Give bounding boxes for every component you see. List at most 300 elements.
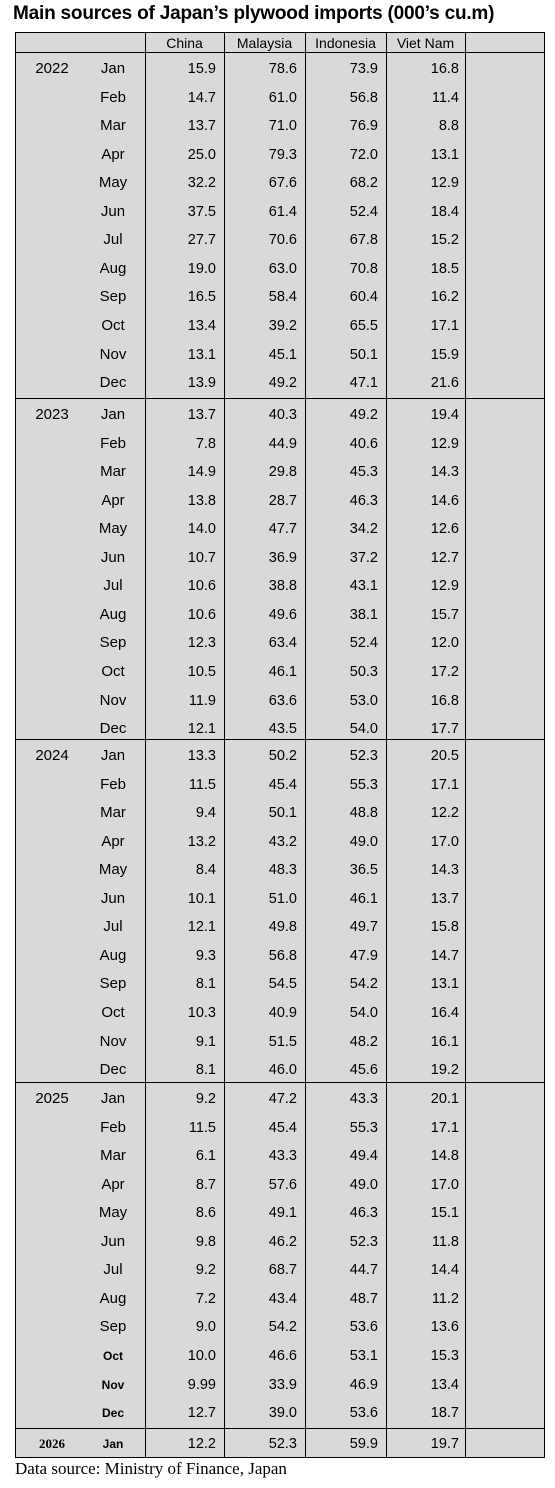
year-cell: [22, 970, 82, 998]
viet-nam-value: 17.1: [430, 776, 459, 793]
china-value: 12.1: [187, 721, 216, 738]
table-row: [16, 715, 544, 743]
month-cell: Nov: [99, 1032, 127, 1050]
viet-nam-value: 8.8: [438, 118, 459, 135]
year-cell: [22, 458, 82, 486]
china-value: 8.4: [195, 862, 216, 879]
year-cell: 2025: [35, 1090, 69, 1107]
indonesia-value: 43.1: [349, 578, 378, 595]
table-row: [16, 141, 544, 169]
viet-nam-value: 15.7: [430, 606, 459, 623]
table-row: [16, 1199, 544, 1227]
year-cell: [22, 112, 82, 140]
indonesia-value: 46.1: [349, 890, 378, 907]
table-row: [16, 255, 544, 283]
china-value: 13.9: [187, 375, 216, 392]
viet-nam-value: 17.1: [430, 317, 459, 334]
indonesia-value: 72.0: [349, 146, 378, 163]
viet-nam-value: 15.9: [430, 346, 459, 363]
viet-nam-value: 12.6: [430, 521, 459, 538]
year-cell: 2024: [35, 747, 69, 764]
malaysia-value: 29.8: [268, 464, 297, 481]
indonesia-value: 49.7: [349, 919, 378, 936]
malaysia-value: 56.8: [268, 947, 297, 964]
china-value: 10.6: [187, 578, 216, 595]
year-cell: [22, 226, 82, 254]
china-value: 12.7: [187, 1405, 216, 1422]
malaysia-value: 36.9: [268, 549, 297, 566]
month-cell: Apr: [101, 491, 125, 509]
viet-nam-value: 12.9: [430, 435, 459, 452]
china-value: 8.1: [195, 1062, 216, 1079]
table-row: [16, 629, 544, 657]
year-cell: [22, 312, 82, 340]
month-cell: May: [98, 1204, 128, 1222]
indonesia-value: 49.0: [349, 1176, 378, 1193]
indonesia-value: 54.0: [349, 1004, 378, 1021]
malaysia-value: 71.0: [268, 118, 297, 135]
china-value: 16.5: [187, 289, 216, 306]
month-cell: Nov: [101, 1377, 125, 1392]
indonesia-value: 55.3: [349, 776, 378, 793]
year-cell: [22, 658, 82, 686]
month-cell: Oct: [101, 1003, 125, 1021]
table-row: [16, 771, 544, 799]
indonesia-value: 50.1: [349, 346, 378, 363]
indonesia-value: 60.4: [349, 289, 378, 306]
viet-nam-value: 18.5: [430, 260, 459, 277]
china-value: 15.9: [187, 61, 216, 77]
month-cell: Dec: [101, 1406, 124, 1421]
year-cell: [22, 169, 82, 197]
viet-nam-value: 12.9: [430, 175, 459, 192]
malaysia-value: 61.4: [268, 203, 297, 220]
viet-nam-value: 15.2: [430, 232, 459, 249]
indonesia-value: 34.2: [349, 521, 378, 538]
year-cell: [22, 715, 82, 743]
table-row: [16, 84, 544, 112]
month-cell: Feb: [100, 434, 126, 452]
viet-nam-value: 18.7: [430, 1405, 459, 1422]
table-row: [16, 401, 544, 429]
china-value: 14.9: [187, 464, 216, 481]
table-row: [16, 1313, 544, 1341]
indonesia-value: 36.5: [349, 862, 378, 879]
month-cell: Apr: [101, 832, 125, 850]
table-row: [16, 458, 544, 486]
month-cell: Mar: [100, 117, 126, 135]
viet-nam-value: 16.1: [430, 1033, 459, 1050]
malaysia-value: 49.8: [268, 919, 297, 936]
month-cell: Jan: [100, 406, 126, 423]
month-cell: Dec: [99, 1061, 127, 1079]
viet-nam-value: 17.2: [430, 663, 459, 680]
malaysia-value: 45.4: [268, 1119, 297, 1136]
month-cell: Mar: [100, 463, 126, 481]
year-cell: [22, 1399, 82, 1427]
table-row: [16, 687, 544, 715]
viet-nam-value: 13.7: [430, 890, 459, 907]
viet-nam-value: 14.6: [430, 492, 459, 509]
china-value: 9.3: [195, 947, 216, 964]
china-value: 13.1: [187, 346, 216, 363]
indonesia-value: 46.9: [349, 1376, 378, 1393]
month-cell: Jan: [100, 1090, 126, 1107]
malaysia-value: 43.4: [268, 1290, 297, 1307]
month-cell: Sep: [99, 634, 127, 652]
china-value: 11.9: [188, 692, 216, 709]
china-value: 13.3: [187, 748, 216, 764]
indonesia-value: 65.5: [349, 317, 378, 334]
month-cell: Jun: [100, 1232, 126, 1250]
indonesia-value: 45.6: [349, 1062, 378, 1079]
malaysia-value: 67.6: [268, 175, 297, 192]
month-cell: May: [98, 174, 128, 192]
malaysia-value: 43.5: [268, 721, 297, 738]
china-value: 12.1: [187, 919, 216, 936]
year-cell: [22, 515, 82, 543]
indonesia-value: 49.0: [349, 833, 378, 850]
month-cell: Aug: [99, 259, 127, 277]
malaysia-value: 45.4: [268, 776, 297, 793]
malaysia-value: 28.7: [268, 492, 297, 509]
indonesia-value: 53.0: [349, 692, 378, 709]
malaysia-value: 50.2: [268, 748, 297, 764]
month-cell: Oct: [101, 316, 125, 334]
malaysia-value: 63.0: [268, 260, 297, 277]
year-cell: [22, 341, 82, 369]
year-cell: [22, 913, 82, 941]
china-value: 10.0: [187, 1347, 216, 1364]
china-value: 12.3: [187, 635, 216, 652]
malaysia-value: 51.5: [268, 1033, 297, 1050]
malaysia-value: 51.0: [268, 890, 297, 907]
month-cell: Dec: [99, 374, 127, 392]
indonesia-value: 53.6: [349, 1319, 378, 1336]
table-row: [16, 1399, 544, 1427]
indonesia-value: 37.2: [349, 549, 378, 566]
year-cell: [22, 84, 82, 112]
malaysia-value: 79.3: [268, 146, 297, 163]
indonesia-value: 49.2: [349, 407, 378, 423]
china-value: 10.3: [187, 1004, 216, 1021]
month-cell: Jan: [102, 1437, 124, 1451]
year-cell: [22, 1285, 82, 1313]
year-cell: [22, 856, 82, 884]
viet-nam-value: 15.3: [430, 1347, 459, 1364]
viet-nam-value: 17.0: [430, 833, 459, 850]
viet-nam-value: 11.4: [431, 89, 459, 106]
viet-nam-value: 14.3: [430, 464, 459, 481]
year-cell: [22, 771, 82, 799]
year-cell: [22, 1256, 82, 1284]
column-header-indonesia: Indonesia: [315, 35, 376, 51]
table-row: [16, 1085, 544, 1113]
table-row: [16, 515, 544, 543]
page-title: Main sources of Japan’s plywood imports (000’s cu.m): [13, 3, 495, 24]
table-row: [16, 1256, 544, 1284]
viet-nam-value: 16.2: [430, 289, 459, 306]
month-cell: Feb: [100, 775, 126, 793]
malaysia-value: 70.6: [268, 232, 297, 249]
table-row: [16, 369, 544, 397]
viet-nam-value: 20.1: [430, 1091, 459, 1107]
china-value: 11.5: [188, 776, 216, 793]
year-cell: [22, 1228, 82, 1256]
malaysia-value: 43.2: [268, 833, 297, 850]
china-value: 13.4: [187, 317, 216, 334]
year-cell: [22, 198, 82, 226]
viet-nam-value: 18.4: [430, 203, 459, 220]
indonesia-value: 56.8: [349, 89, 378, 106]
viet-nam-value: 13.4: [430, 1376, 459, 1393]
indonesia-value: 76.9: [349, 118, 378, 135]
viet-nam-value: 16.4: [430, 1004, 459, 1021]
malaysia-value: 47.7: [268, 521, 297, 538]
month-cell: Sep: [99, 1318, 127, 1336]
table-row: [16, 1228, 544, 1256]
table-row: [16, 169, 544, 197]
year-cell: [22, 999, 82, 1027]
month-cell: Aug: [99, 946, 127, 964]
year-cell: 2026: [39, 1436, 65, 1451]
column-header-china: China: [166, 35, 203, 51]
month-cell: Mar: [100, 804, 126, 822]
viet-nam-value: 14.8: [430, 1148, 459, 1165]
year-cell: [22, 283, 82, 311]
indonesia-value: 50.3: [349, 663, 378, 680]
month-cell: Nov: [99, 691, 127, 709]
table-row: [16, 1430, 544, 1458]
malaysia-value: 49.6: [268, 606, 297, 623]
china-value: 37.5: [187, 203, 216, 220]
viet-nam-value: 16.8: [430, 61, 459, 77]
year-cell: [22, 544, 82, 572]
indonesia-value: 55.3: [349, 1119, 378, 1136]
viet-nam-value: 19.7: [430, 1436, 459, 1452]
china-value: 19.0: [187, 260, 216, 277]
viet-nam-value: 19.2: [430, 1062, 459, 1079]
indonesia-value: 49.4: [349, 1148, 378, 1165]
month-cell: Aug: [99, 1289, 127, 1307]
indonesia-value: 48.8: [349, 805, 378, 822]
malaysia-value: 39.2: [268, 317, 297, 334]
china-value: 32.2: [187, 175, 216, 192]
malaysia-value: 45.1: [268, 346, 297, 363]
indonesia-value: 40.6: [349, 435, 378, 452]
month-cell: Jul: [103, 1261, 123, 1279]
indonesia-value: 68.2: [349, 175, 378, 192]
table-row: [16, 999, 544, 1027]
viet-nam-value: 12.2: [430, 805, 459, 822]
table-row: [16, 55, 544, 83]
imports-table: [15, 32, 545, 1458]
table-row: [16, 283, 544, 311]
indonesia-value: 38.1: [349, 606, 378, 623]
malaysia-value: 58.4: [268, 289, 297, 306]
indonesia-value: 46.3: [349, 492, 378, 509]
month-cell: Oct: [101, 662, 125, 680]
table-row: [16, 341, 544, 369]
indonesia-value: 54.2: [349, 976, 378, 993]
month-cell: Feb: [100, 88, 126, 106]
indonesia-value: 67.8: [349, 232, 378, 249]
year-cell: [22, 255, 82, 283]
malaysia-value: 52.3: [268, 1436, 297, 1452]
malaysia-value: 46.0: [268, 1062, 297, 1079]
year-cell: [22, 1114, 82, 1142]
year-cell: [22, 601, 82, 629]
header-divider: [16, 52, 544, 53]
indonesia-value: 70.8: [349, 260, 378, 277]
indonesia-value: 52.3: [349, 1233, 378, 1250]
indonesia-value: 43.3: [349, 1091, 378, 1107]
viet-nam-value: 21.6: [430, 375, 459, 392]
viet-nam-value: 17.7: [430, 721, 459, 738]
malaysia-value: 49.2: [268, 375, 297, 392]
indonesia-value: 47.9: [349, 947, 378, 964]
year-cell: [22, 629, 82, 657]
china-value: 9.8: [195, 1233, 216, 1250]
malaysia-value: 46.2: [268, 1233, 297, 1250]
indonesia-value: 53.6: [349, 1405, 378, 1422]
indonesia-value: 53.1: [349, 1347, 378, 1364]
viet-nam-value: 12.7: [430, 549, 459, 566]
viet-nam-value: 13.1: [430, 976, 459, 993]
year-cell: [22, 1171, 82, 1199]
table-row: [16, 601, 544, 629]
indonesia-value: 44.7: [349, 1262, 378, 1279]
viet-nam-value: 15.1: [430, 1205, 459, 1222]
month-cell: Jul: [103, 918, 123, 936]
china-value: 14.7: [187, 89, 216, 106]
table-row: [16, 1142, 544, 1170]
indonesia-value: 48.2: [349, 1033, 378, 1050]
malaysia-value: 78.6: [268, 61, 297, 77]
indonesia-value: 47.1: [349, 375, 378, 392]
table-row: [16, 856, 544, 884]
table-row: [16, 112, 544, 140]
viet-nam-value: 11.2: [431, 1290, 459, 1307]
month-cell: Jun: [100, 889, 126, 907]
year-cell: [22, 1313, 82, 1341]
china-value: 13.7: [187, 407, 216, 423]
china-value: 6.1: [195, 1148, 216, 1165]
year-cell: [22, 487, 82, 515]
indonesia-value: 59.9: [349, 1436, 378, 1452]
china-value: 27.7: [187, 232, 216, 249]
viet-nam-value: 13.6: [430, 1319, 459, 1336]
month-cell: Sep: [99, 975, 127, 993]
table-row: [16, 913, 544, 941]
month-cell: Apr: [101, 145, 125, 163]
china-value: 13.8: [187, 492, 216, 509]
table-row: [16, 1171, 544, 1199]
viet-nam-value: 14.7: [430, 947, 459, 964]
indonesia-value: 45.3: [349, 464, 378, 481]
viet-nam-value: 20.5: [430, 748, 459, 764]
malaysia-value: 46.1: [268, 663, 297, 680]
month-cell: Nov: [99, 345, 127, 363]
china-value: 10.6: [187, 606, 216, 623]
year-cell: [22, 1142, 82, 1170]
china-value: 9.0: [195, 1319, 216, 1336]
month-cell: Mar: [100, 1147, 126, 1165]
malaysia-value: 48.3: [268, 862, 297, 879]
month-cell: Jul: [103, 231, 123, 249]
china-value: 8.6: [195, 1205, 216, 1222]
china-value: 7.8: [195, 435, 216, 452]
month-cell: Jul: [103, 577, 123, 595]
china-value: 10.5: [187, 663, 216, 680]
year-cell: [22, 799, 82, 827]
indonesia-value: 52.4: [349, 635, 378, 652]
malaysia-value: 38.8: [268, 578, 297, 595]
china-value: 12.2: [187, 1436, 216, 1452]
year-cell: [22, 828, 82, 856]
month-cell: Jun: [100, 548, 126, 566]
viet-nam-value: 17.0: [430, 1176, 459, 1193]
malaysia-value: 68.7: [268, 1262, 297, 1279]
viet-nam-value: 14.4: [430, 1262, 459, 1279]
table-row: [16, 226, 544, 254]
china-value: 10.1: [187, 890, 216, 907]
month-cell: Jan: [100, 60, 126, 77]
column-header-viet-nam: Viet Nam: [396, 35, 455, 51]
month-cell: Dec: [99, 720, 127, 738]
viet-nam-value: 11.8: [431, 1233, 459, 1250]
table-row: [16, 885, 544, 913]
table-row: [16, 430, 544, 458]
table-row: [16, 742, 544, 770]
year-cell: [22, 687, 82, 715]
malaysia-value: 54.2: [268, 1319, 297, 1336]
china-value: 13.2: [187, 833, 216, 850]
viet-nam-value: 13.1: [430, 146, 459, 163]
viet-nam-value: 12.0: [430, 635, 459, 652]
malaysia-value: 40.3: [268, 407, 297, 423]
table-row: [16, 544, 544, 572]
month-cell: Aug: [99, 605, 127, 623]
china-value: 9.99: [187, 1376, 216, 1393]
malaysia-value: 43.3: [268, 1148, 297, 1165]
china-value: 9.2: [195, 1262, 216, 1279]
china-value: 10.7: [187, 549, 216, 566]
indonesia-value: 48.7: [349, 1290, 378, 1307]
year-cell: [22, 885, 82, 913]
table-row: [16, 1114, 544, 1142]
china-value: 13.7: [187, 118, 216, 135]
table-row: [16, 828, 544, 856]
indonesia-value: 52.3: [349, 748, 378, 764]
china-value: 7.2: [195, 1290, 216, 1307]
year-cell: [22, 1056, 82, 1084]
table-row: [16, 572, 544, 600]
month-cell: Jan: [100, 747, 126, 764]
year-divider: [16, 398, 544, 399]
year-cell: [22, 1199, 82, 1227]
malaysia-value: 61.0: [268, 89, 297, 106]
month-cell: May: [98, 520, 128, 538]
month-cell: Apr: [101, 1175, 125, 1193]
malaysia-value: 40.9: [268, 1004, 297, 1021]
viet-nam-value: 14.3: [430, 862, 459, 879]
month-cell: Jun: [100, 202, 126, 220]
malaysia-value: 63.6: [268, 692, 297, 709]
china-value: 9.2: [195, 1091, 216, 1107]
malaysia-value: 57.6: [268, 1176, 297, 1193]
year-cell: [22, 1342, 82, 1370]
